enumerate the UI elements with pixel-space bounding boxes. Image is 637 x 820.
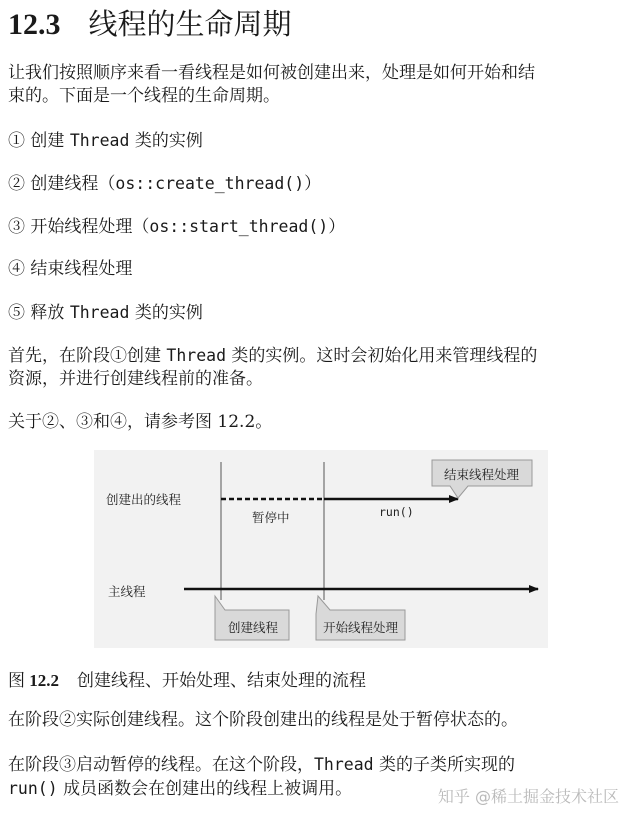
stage1-line-1 [8, 344, 632, 368]
step-text: 开始线程处理（ [25, 217, 150, 237]
callout-create-text: 创建线程 [228, 620, 279, 635]
intro-paragraph [8, 62, 632, 108]
caption-fig-word: 图 [8, 671, 30, 690]
inline-code: Thread [166, 346, 227, 365]
step-text-tail: ） [304, 174, 322, 194]
inline-code: run() [8, 779, 58, 798]
section-title: 线程的生命周期 [88, 7, 292, 41]
step-5 [8, 301, 632, 325]
step-text: 释放 [25, 303, 70, 323]
caption-text: 创建线程、开始处理、结束处理的流程 [77, 671, 366, 691]
step-4 [8, 258, 632, 281]
intro-line-1: 让我们按照顺序来看一看线程是如何被创建出来，处理是如何开始和结 [8, 63, 535, 83]
section-heading [8, 2, 292, 43]
step-text-tail: 类的实例 [129, 303, 203, 323]
section-number: 12.3 [8, 8, 61, 41]
text: 在阶段③启动暂停的线程。在这个阶段， [8, 755, 314, 775]
step-marker: ① [8, 131, 25, 151]
step-code: os::create_thread() [115, 174, 305, 193]
step-code: os::start_thread() [149, 217, 329, 236]
step-3 [8, 215, 632, 239]
step-marker: ② [8, 174, 25, 194]
inline-code: Thread [314, 755, 374, 774]
stage1-line-2: 资源，并进行创建线程前的准备。 [8, 369, 263, 389]
callout-end-text: 结束线程处理 [444, 467, 520, 482]
text: 类的实例。这时会初始化用来管理线程的 [226, 346, 538, 366]
text: 类的子类所实现的 [373, 755, 516, 775]
step-2 [8, 172, 632, 196]
step-text: 创建 [25, 131, 70, 151]
intro-line-2: 束的。下面是一个线程的生命周期。 [8, 86, 280, 106]
step-marker: ④ [8, 259, 25, 279]
figure-reference-paragraph: 关于②、③和④，请参考图 12.2。 [8, 412, 273, 432]
step-text-tail: ） [328, 217, 346, 237]
caption-fig-number: 12.2 [29, 671, 59, 690]
text: 首先，在阶段①创建 [8, 346, 167, 366]
stage1-paragraph [8, 344, 632, 391]
run-label: run() [379, 505, 414, 519]
stage2-paragraph: 在阶段②实际创建线程。这个阶段创建出的线程是处于暂停状态的。 [8, 710, 518, 730]
step-text: 创建线程（ [25, 174, 116, 194]
step-code: Thread [69, 131, 130, 150]
thread-lifecycle-figure [94, 450, 548, 648]
step-code: Thread [69, 303, 130, 322]
step-marker: ③ [8, 217, 25, 237]
step-text-tail: 类的实例 [129, 131, 203, 151]
created-thread-label: 创建出的线程 [106, 492, 182, 507]
step-text: 结束线程处理 [25, 259, 133, 279]
paused-label: 暂停中 [252, 510, 290, 525]
step-1 [8, 129, 632, 153]
stage3-line-1 [8, 753, 632, 777]
step-marker: ⑤ [8, 303, 25, 323]
figure-caption [8, 666, 366, 691]
main-thread-label: 主线程 [108, 584, 146, 599]
callout-start-text: 开始线程处理 [323, 620, 399, 635]
watermark: 知乎 @稀土掘金技术社区 [437, 787, 619, 806]
text: 成员函数会在创建出的线程上被调用。 [57, 779, 353, 799]
